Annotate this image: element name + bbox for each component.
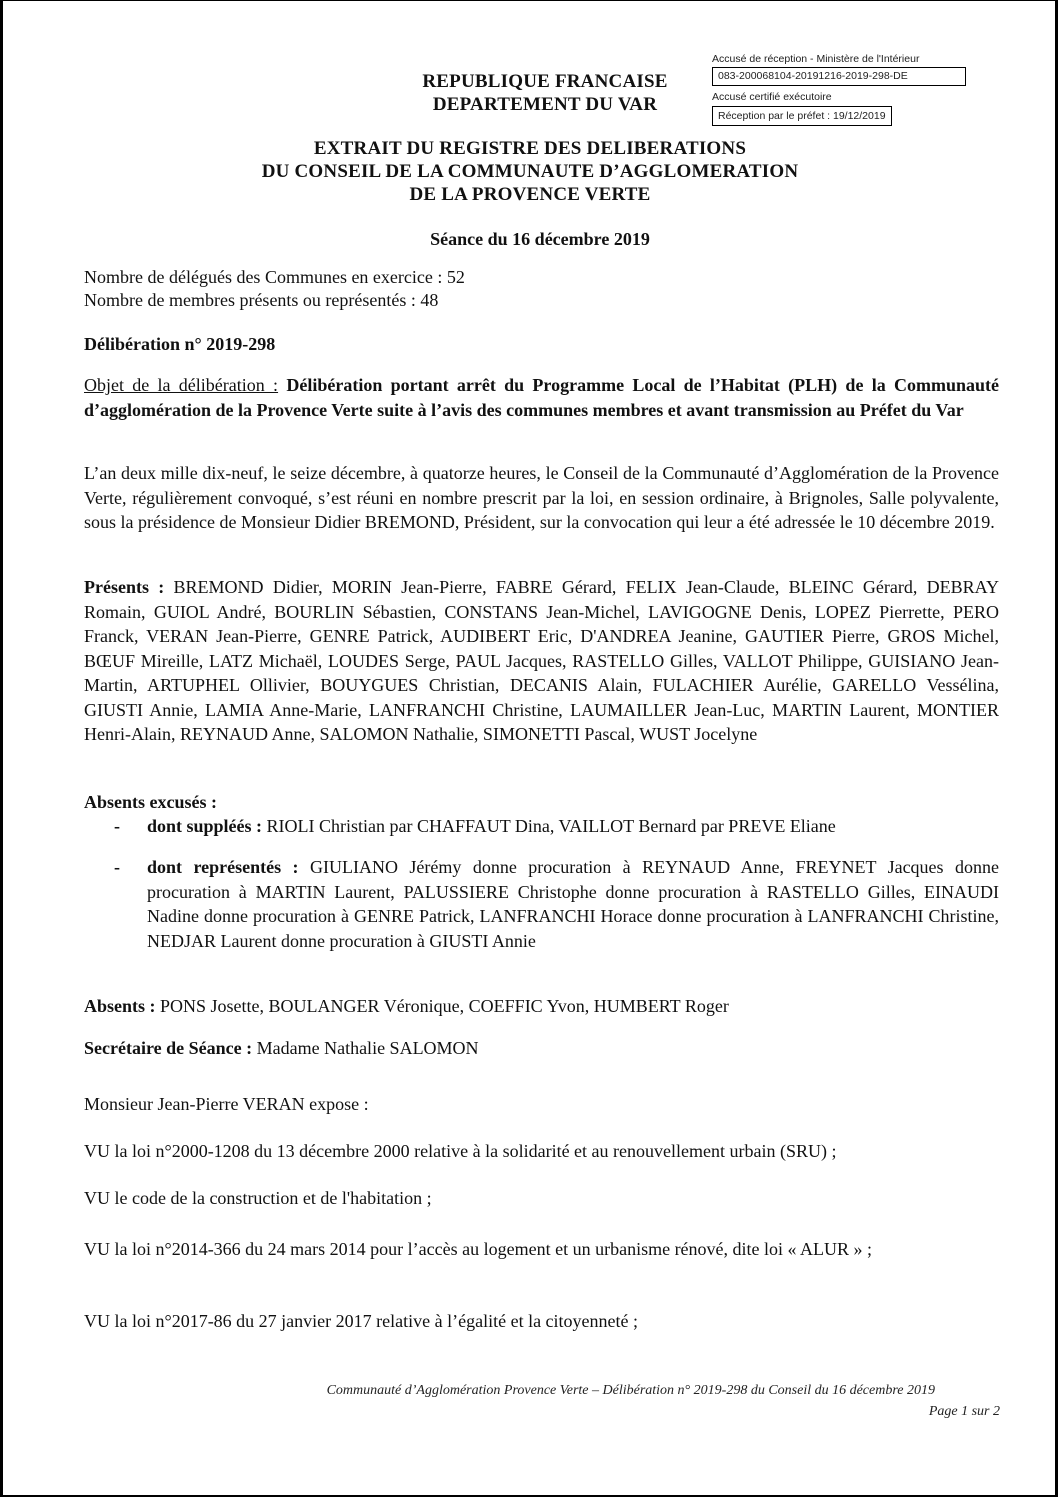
register-title-line2: DU CONSEIL DE LA COMMUNAUTE D’AGGLOMERATION [261,161,799,182]
visa-sru: VU la loi n°2000-1208 du 13 décembre 2000 relative à la solidarité et au renouvellement urbain (SRU) ; [84,1141,837,1161]
secretary-paragraph [84,1036,999,1061]
intro-paragraph: L’an deux mille dix-neuf, le seize décembre, à quatorze heures, le Conseil de la Communauté d’Agglomération de la Provence Verte, régulièrement convoqué, s’est réuni en nombre prescrit par la loi, en session ordinaire, à Brignoles, Salle polyvalente, sous la présidence de Monsieur Didier BREMOND, Président, sur la convocation qui leur a été adressée le 10 décembre 2019. [84,463,999,532]
presents-label: Présents : [84,577,165,597]
visa-cch: VU le code de la construction et de l'habitation ; [84,1188,432,1208]
substituted-text: RIOLI Christian par CHAFFAUT Dina, VAILLOT Bernard par PREVE Eliane [262,816,836,836]
bullet: - [114,816,120,836]
represented-label: dont représentés : [147,857,299,877]
substituted-item [114,814,999,839]
reception-stamp [712,52,968,126]
absents-paragraph [84,994,999,1019]
object-text: Délibération portant arrêt du Programme Local de l’Habitat (PLH) de la Communauté d’agglomération de la Provence Verte suite à l’avis des communes membres et avant transmission au Préfet du Var [84,375,999,420]
represented-item [114,855,999,953]
secretary-name: Madame Nathalie SALOMON [252,1038,479,1058]
bullet: - [114,857,120,877]
deliberation-object [84,373,999,423]
republic-line: REPUBLIQUE FRANCAISE [422,71,668,92]
speaker-line: Monsieur Jean-Pierre VERAN expose : [84,1094,369,1114]
certified-label: Accusé certifié exécutoire [712,91,832,103]
reception-label: Accusé de réception - Ministère de l'Intérieur [712,53,920,65]
reception-id-box: 083-200068104-20191216-2019-298-DE [712,67,966,86]
absents-list: PONS Josette, BOULANGER Véronique, COEFFIC Yvon, HUMBERT Roger [155,996,729,1016]
presents-paragraph [84,575,999,747]
presents-list: BREMOND Didier, MORIN Jean-Pierre, FABRE Gérard, FELIX Jean-Claude, BLEINC Gérard, DEBRAY Romain, GUIOL André, BOURLIN Sébastien, CONSTANS Jean-Michel, LAVIGOGNE Denis, LOPEZ Pierrette, PERO Franck, VERAN Jean-Pierre, GENRE Patrick, AUDIBERT Eric, D'ANDREA Jeanine, GAUTIER Pierre, GROS Michel, BŒUF Mireille, LATZ Michaël, LOUDES Serge, PAUL Jacques, RASTELLO Gilles, VALLOT Philippe, GUISIANO Jean-Martin, ARTUPHEL Ollivier, BOUYGUES Christian, DECANIS Alain, FULACHIER Aurélie, GARELLO Vessélina, GIUSTI Annie, LAMIA Anne-Marie, LANFRANCHI Christine, LAUMAILLER Jean-Luc, MARTIN Laurent, MONTIER Henri-Alain, REYNAUD Anne, SALOMON Nathalie, SIMONETTI Pascal, WUST Jocelyne [84,577,999,744]
deliberation-number: Délibération n° 2019-298 [84,334,276,354]
register-title-line3: DE LA PROVENCE VERTE [409,184,651,205]
substituted-label: dont suppléés : [147,816,263,836]
visa-alur: VU la loi n°2014-366 du 24 mars 2014 pour l’accès au logement et un urbanisme rénové, dite loi « ALUR » ; [84,1239,873,1259]
delegates-count: Nombre de délégués des Communes en exercice : 52 [84,267,465,287]
present-count: Nombre de membres présents ou représentés : 48 [84,290,439,310]
register-title-line1: EXTRAIT DU REGISTRE DES DELIBERATIONS [313,138,747,159]
member-counts [84,266,784,312]
page-number: Page 1 sur 2 [928,1404,1000,1419]
footer-line: Communauté d’Agglomération Provence Verte – Délibération n° 2019-298 du Conseil du 16 décembre 2019 [326,1383,935,1398]
object-label: Objet de la délibération : [84,375,279,395]
secretary-label: Secrétaire de Séance : [84,1038,253,1058]
department-line: DEPARTEMENT DU VAR [432,94,658,115]
absents-excuses-label: Absents excusés : [84,792,217,812]
session-date: Séance du 16 décembre 2019 [430,229,650,249]
absents-label: Absents : [84,996,156,1016]
represented-text: GIULIANO Jérémy donne procuration à REYNAUD Anne, FREYNET Jacques donne procuration à MARTIN Laurent, PALUSSIERE Christophe donne procuration à RASTELLO Gilles, EINAUDI Nadine donne procuration à GENRE Patrick, LANFRANCHI Horace donne procuration à LANFRANCHI Christine, NEDJAR Laurent donne procuration à GIUSTI Annie [147,857,999,951]
republic-header [380,70,710,116]
prefet-reception-box: Réception par le préfet : 19/12/2019 [712,106,892,126]
visa-egalite: VU la loi n°2017-86 du 27 janvier 2017 relative à l’égalité et la citoyenneté ; [84,1311,639,1331]
register-title [100,137,960,206]
